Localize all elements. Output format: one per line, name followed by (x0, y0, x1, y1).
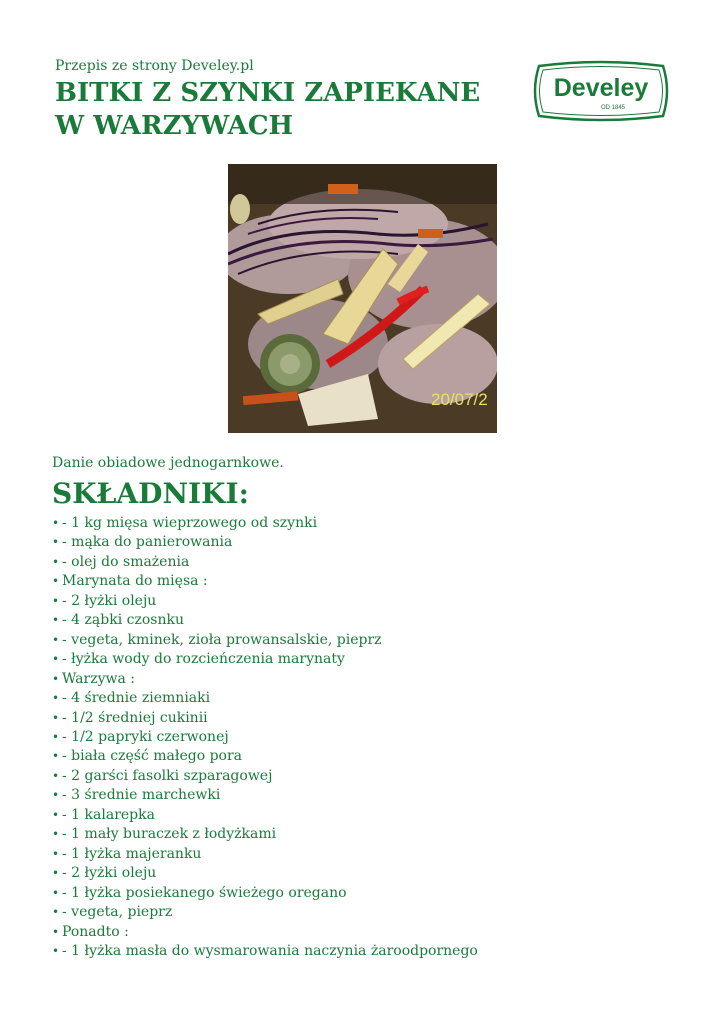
list-item (52, 572, 478, 591)
develey-logo (531, 60, 671, 122)
bullet-icon: • (52, 905, 60, 920)
bullet-icon: • (52, 788, 60, 803)
list-item (52, 689, 478, 708)
ingredient-text: - 4 średnie ziemniaki (62, 690, 211, 707)
ingredient-text: - 1 mały buraczek z łodyżkami (62, 826, 277, 843)
bullet-icon: • (52, 943, 60, 958)
source-line: Przepis ze strony Develey.pl (55, 58, 254, 74)
list-item (52, 845, 478, 864)
bullet-icon: • (52, 924, 60, 939)
bullet-icon: • (52, 671, 60, 686)
list-item (52, 942, 478, 961)
ingredient-text: - 1/2 średniej cukinii (62, 709, 208, 726)
list-item (52, 825, 478, 844)
list-item (52, 864, 478, 883)
ingredient-text: Marynata do mięsa : (62, 573, 208, 590)
ingredient-text: - 3 średnie marchewki (62, 787, 221, 804)
logo-wordmark: Develey (553, 74, 649, 102)
bullet-icon: • (52, 516, 60, 530)
list-item (52, 553, 478, 572)
ingredient-text: - 2 łyżki oleju (62, 592, 157, 609)
ingredient-text: - biała część małego pora (62, 748, 242, 765)
ingredient-text: - olej do smażenia (62, 553, 190, 570)
ingredient-text: - 1 łyżka posiekanego świeżego oregano (62, 884, 347, 901)
bullet-icon: • (52, 729, 60, 744)
ingredient-text: - 1 łyżka majeranku (62, 845, 202, 862)
list-item (52, 670, 478, 689)
bullet-icon: • (52, 807, 60, 822)
list-item (52, 631, 478, 650)
bullet-icon: • (52, 613, 60, 628)
list-item (52, 514, 478, 533)
ingredient-text: - 2 garści fasolki szparagowej (62, 767, 273, 784)
list-item (52, 767, 478, 786)
list-item (52, 903, 478, 922)
ingredient-text: - łyżka wody do rozcieńczenia marynaty (62, 651, 345, 668)
ingredient-text: - 1 kg mięsa wieprzowego od szynki (62, 515, 318, 531)
logo-subtext: OD 1845 (600, 105, 626, 111)
list-item (52, 533, 478, 552)
ingredient-text: - 1 kalarepka (62, 806, 155, 823)
ingredient-text: - 2 łyżki oleju (62, 865, 157, 882)
bullet-icon: • (52, 749, 60, 764)
list-item (52, 650, 478, 669)
bullet-icon: • (52, 710, 60, 725)
bullet-icon: • (52, 768, 60, 783)
bullet-icon: • (52, 885, 60, 900)
dish-photo (228, 164, 497, 433)
ingredient-text: Warzywa : (62, 670, 135, 687)
ingredients-heading: SKŁADNIKI: (52, 477, 249, 510)
bullet-icon: • (52, 535, 60, 550)
list-item (52, 806, 478, 825)
list-item (52, 592, 478, 611)
photo-timestamp: 20/07/2 (431, 390, 488, 409)
intro-text: Danie obiadowe jednogarnkowe. (52, 455, 284, 471)
bullet-icon: • (52, 574, 60, 589)
page-title: BITKI Z SZYNKI ZAPIEKANE W WARZYWACH (55, 78, 481, 141)
list-item (52, 728, 478, 747)
bullet-icon: • (52, 652, 60, 667)
bullet-icon: • (52, 691, 60, 706)
bullet-icon: • (52, 827, 60, 842)
ingredient-text: - vegeta, kminek, zioła prowansalskie, pieprz (62, 631, 382, 648)
ingredient-text: - 4 ząbki czosnku (62, 612, 184, 629)
bullet-icon: • (52, 554, 60, 569)
ingredient-text: - 1 łyżka masła do wysmarowania naczynia żaroodpornego (62, 942, 478, 959)
ingredient-text: Ponadto : (62, 923, 129, 940)
bullet-icon: • (52, 632, 60, 647)
ingredients-list (52, 514, 478, 961)
bullet-icon: • (52, 846, 60, 861)
list-item (52, 611, 478, 630)
list-item (52, 884, 478, 903)
list-item (52, 709, 478, 728)
ingredient-text: - vegeta, pieprz (62, 904, 173, 921)
list-item (52, 747, 478, 766)
bullet-icon: • (52, 593, 60, 608)
bullet-icon: • (52, 866, 60, 881)
ingredient-text: - 1/2 papryki czerwonej (62, 728, 229, 745)
list-item (52, 923, 478, 942)
list-item (52, 786, 478, 805)
ingredient-text: - mąka do panierowania (62, 534, 233, 551)
